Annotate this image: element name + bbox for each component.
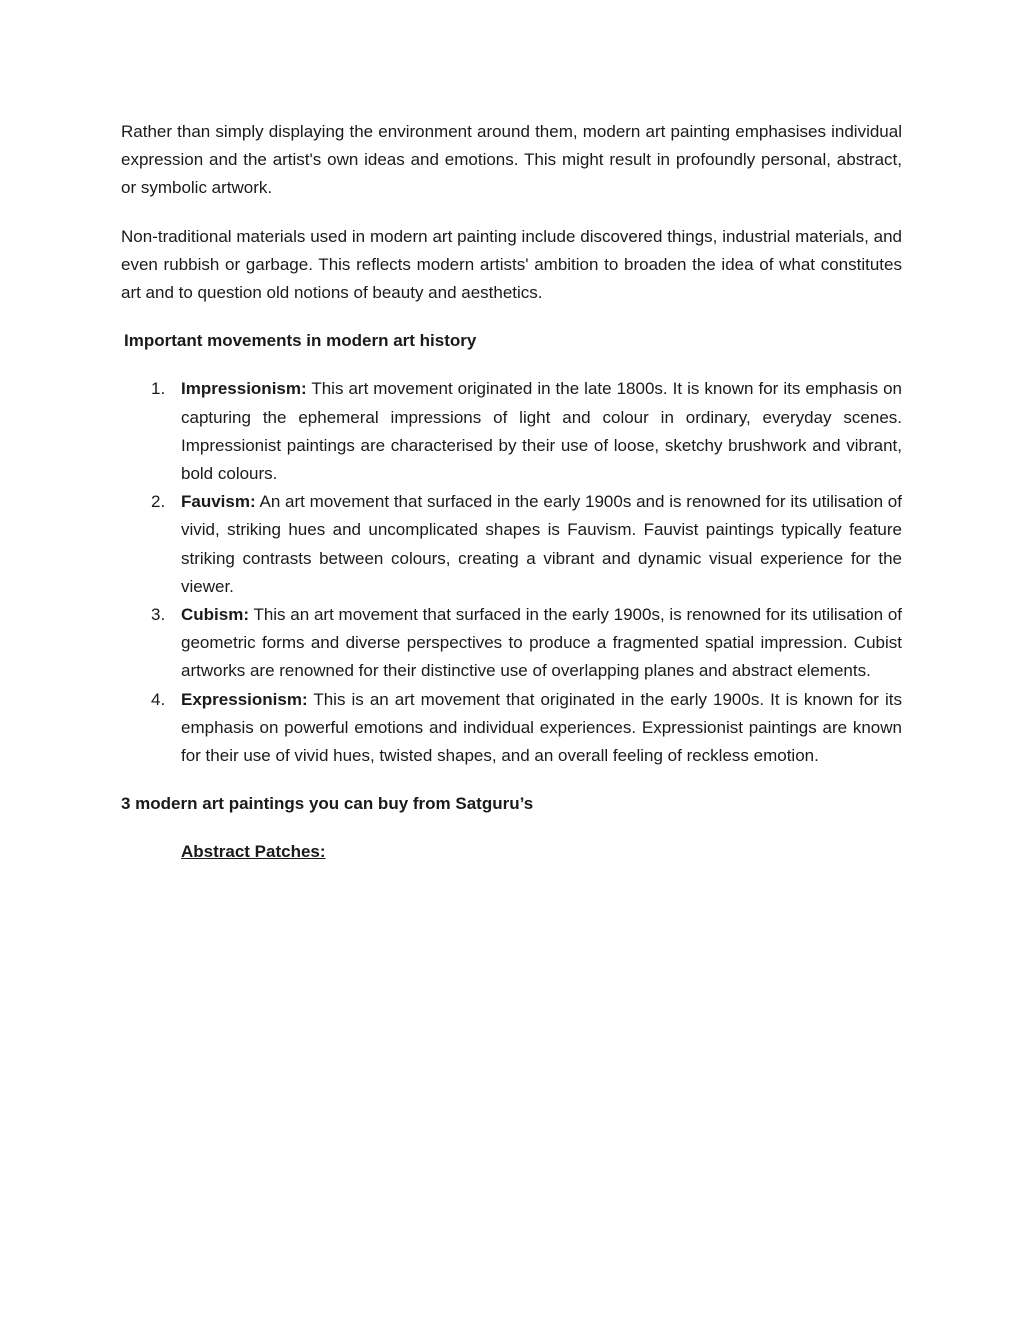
movement-description: An art movement that surfaced in the early 1900s and is renowned for its utilisation of vivid, striking hues and uncomplicated shapes is Fauvism. Fauvist paintings typically feature striking contrasts between colours, creating a vibrant and dynamic visual experience for the viewer. [181,492,902,596]
movement-term: Fauvism: [181,492,256,512]
buy-heading: 3 modern art paintings you can buy from Satguru’s [121,794,534,814]
abstract-patches-subheading: Abstract Patches: [181,842,326,862]
list-item [151,601,902,686]
list-number: 2. [151,492,166,512]
paragraph-modern-art-expression: Rather than simply displaying the environment around them, modern art painting emphasises individual expression and the artist's own ideas and emotions. This might result in profoundly personal, abstract, or symbolic artwork. [121,122,902,198]
document-page [121,118,902,867]
list-item [151,375,902,488]
movement-term: Impressionism: [181,379,307,399]
movement-description: This an art movement that surfaced in the early 1900s, is renowned for its utilisation of geometric forms and diverse perspectives to produce a fragmented spatial impression. Cubist artworks are renowned for their distinctive use of overlapping planes and abstract elements. [181,605,902,681]
movement-term: Cubism: [181,605,249,625]
movements-heading: Important movements in modern art history [124,331,477,351]
list-number: 3. [151,605,166,625]
list-number: 4. [151,689,166,709]
movement-description: This art movement originated in the late 1800s. It is known for its emphasis on capturing the ephemeral impressions of light and colour in ordinary, everyday scenes. Impressionist paintings are characterised by their use of loose, sketchy brushwork and vibrant, bold colours. [181,379,902,484]
list-item [151,488,902,601]
movements-list [121,375,902,770]
list-number: 1. [151,379,166,399]
paragraph-non-traditional-materials: Non-traditional materials used in modern art painting include discovered things, industrial materials, and even rubbish or garbage. This reflects modern artists' ambition to broaden the idea of what constitutes art and to question old notions of beauty and aesthetics. [121,226,902,303]
movement-description: This is an art movement that originated in the early 1900s. It is known for its emphasis on powerful emotions and individual experiences. Expressionist paintings are known for their use of vivid hues, twisted shapes, and an overall feeling of reckless emotion. [181,689,902,766]
movement-term: Expressionism: [181,689,308,709]
list-item [151,686,902,771]
